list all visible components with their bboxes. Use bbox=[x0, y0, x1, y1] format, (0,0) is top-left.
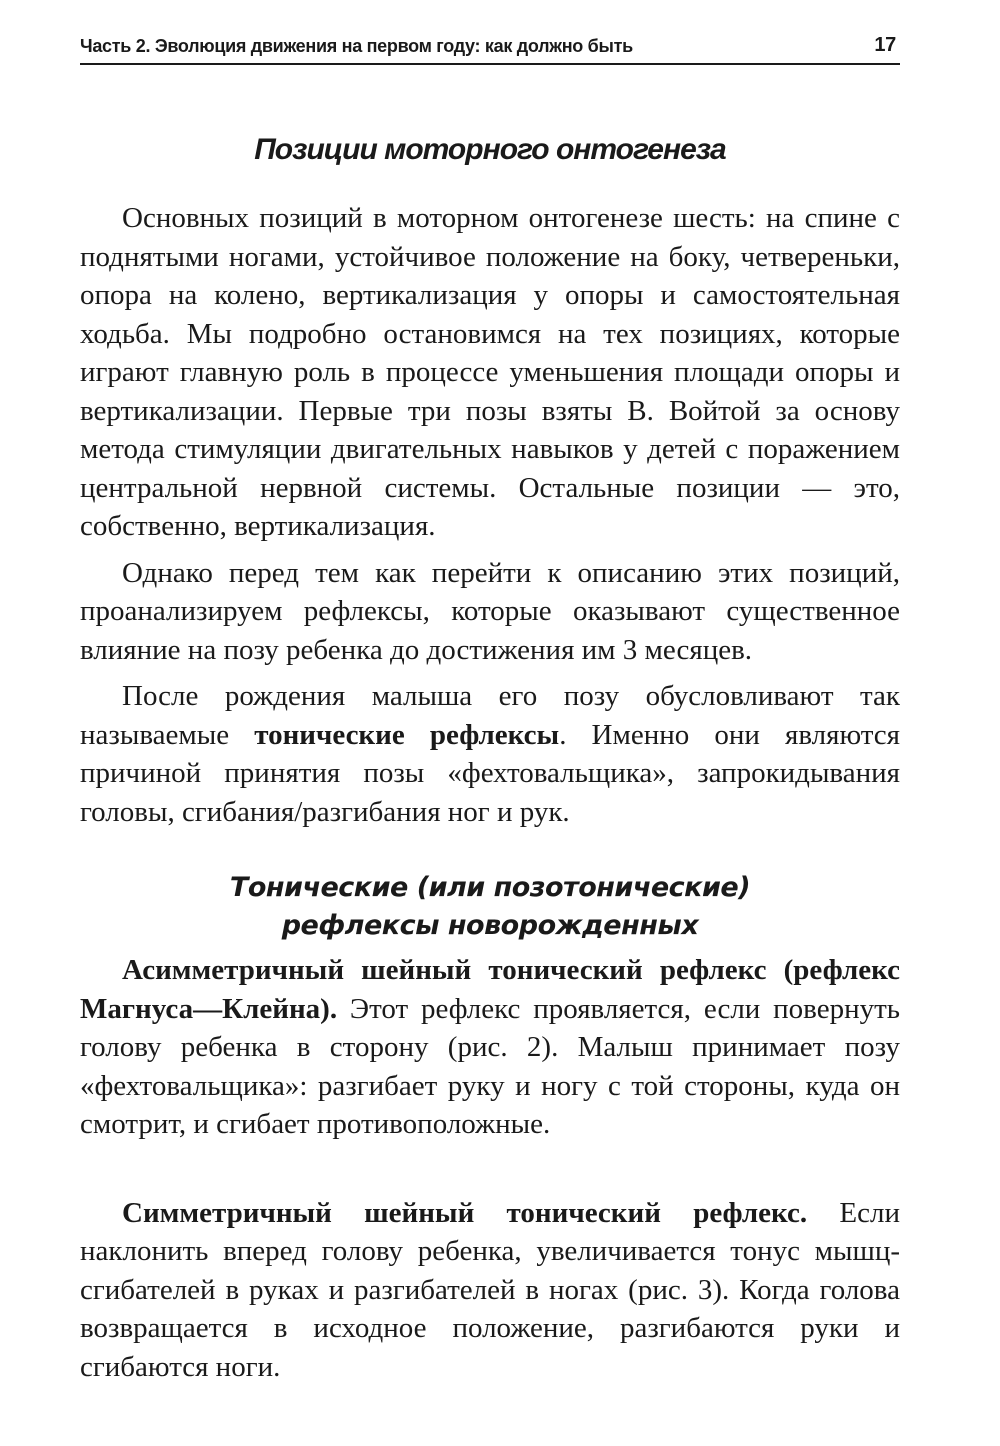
term-stnr: Симметричный шейный тонический рефлекс. bbox=[122, 1196, 808, 1229]
spacer bbox=[80, 1152, 900, 1194]
running-header bbox=[80, 34, 900, 65]
running-title: Часть 2. Эволюция движения на первом году: как должно быть bbox=[80, 36, 633, 56]
subsection-title bbox=[80, 869, 900, 945]
term-tonic-reflexes: тонические рефлексы bbox=[254, 718, 560, 751]
paragraph-stnr bbox=[80, 1194, 900, 1387]
subsection-title-line-2: рефлексы новорожденных bbox=[281, 910, 699, 941]
term-atnr: Асимметричный шейный тонический рефлекс (рефлекс Магнуса—Клейна). bbox=[80, 954, 900, 1025]
paragraph-text: . Именно они являются причиной принятия позы «фехтовальщика», запрокидывания головы, сгибания/разгибания ног и рук. bbox=[80, 718, 900, 828]
paragraph-positions: Основных позиций в моторном онтогенезе шесть: на спине с поднятыми ногами, устойчивое положение на боку, четвереньки, опора на колено, вертикализация у опоры и самостоятельная ходьба. Мы подробно остановимся на тех позициях, которые играют главную роль в процессе уменьшения площади опоры и вертикализации. Первые три позы взяты В. Войтой за основу метода стимуляции двигательных навыков у детей с поражением центральной нервной системы. Остальные позиции — это, собственно, вертикализация. bbox=[80, 202, 900, 542]
subsection-title-line-1: Тонические (или позотонические) bbox=[229, 872, 751, 903]
paragraph-text: Если наклонить вперед голову ребенка, увеличивается тонус мышц-сгибателей в руках и разгибателей в ногах (рис. 3). Когда голова возвращается в исходное положение, разгибаются руки и сгибаются ноги. bbox=[80, 1196, 901, 1383]
page-number: 17 bbox=[874, 34, 896, 56]
paragraph-tonic-reflexes bbox=[80, 677, 900, 831]
section-title: Позиции моторного онтогенеза bbox=[254, 133, 726, 166]
paragraph-atnr bbox=[80, 951, 900, 1144]
paragraph-reflexes-intro: Однако перед тем как перейти к описанию этих позиций, проанализируем рефлексы, которые оказывают существенное влияние на позу ребенка до достижения им 3 месяцев. bbox=[80, 556, 900, 666]
book-page bbox=[80, 34, 900, 1394]
paragraph-text: После рождения малыша его позу обусловливают так называемые bbox=[80, 680, 900, 751]
paragraph-text: Этот рефлекс проявляется, если повернуть голову ребенка в сторону (рис. 2). Малыш принимает позу «фехтовальщика»: разгибает руку и ногу с той стороны, куда он смотрит, и сгибает противоположные. bbox=[80, 992, 900, 1140]
